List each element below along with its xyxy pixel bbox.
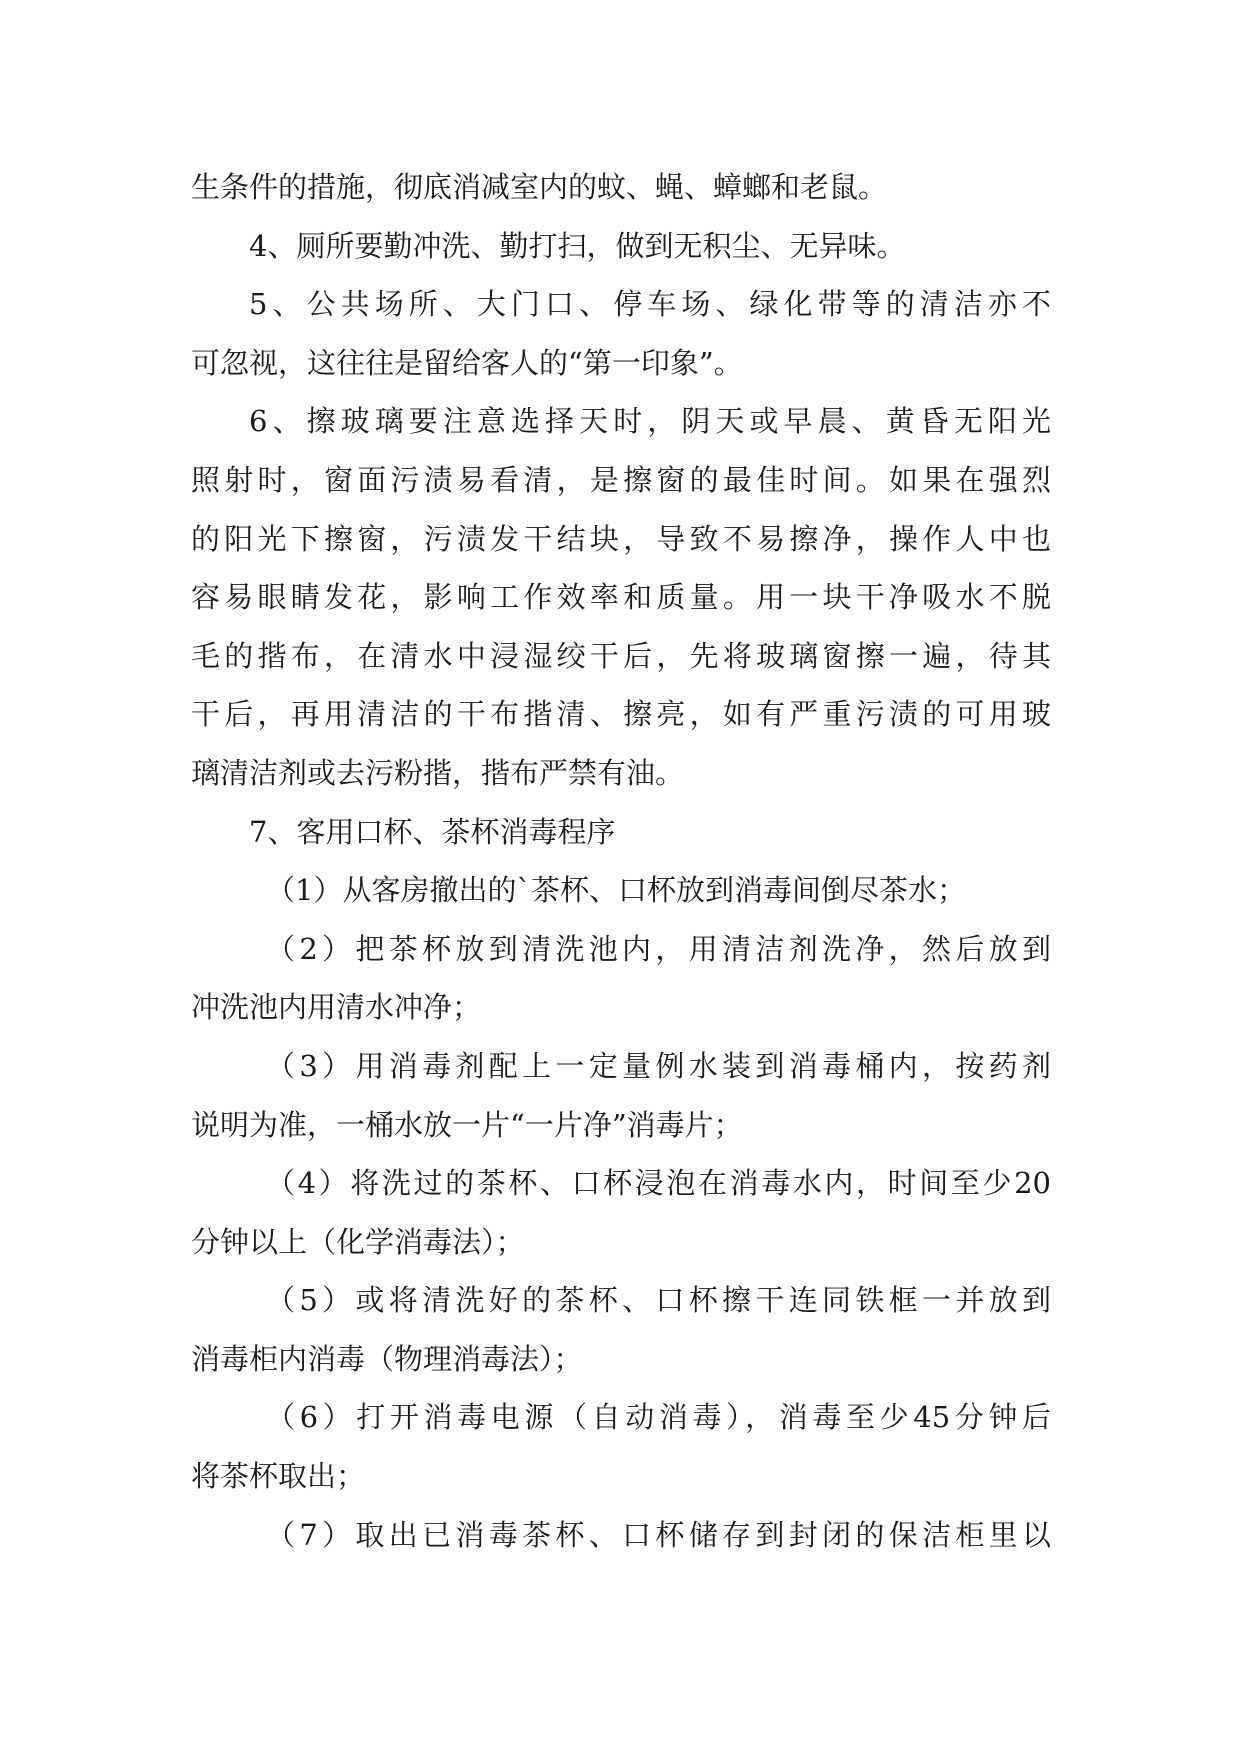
document-body [191, 158, 1051, 1564]
text-line: 照射时，窗面污渍易看清，是擦窗的最佳时间。如果在强烈 [191, 462, 1051, 497]
text-line: 璃清洁剂或去污粉揩，揩布严禁有油。 [191, 755, 685, 790]
text-line: 可忽视，这往往是留给客人的“第一印象”。 [191, 345, 743, 380]
text-line: （4）将洗过的茶杯、口杯浸泡在消毒水内，时间至少20 [266, 1166, 1051, 1201]
text-line: 生条件的措施，彻底消减室内的蚊、蝇、蟑螂和老鼠。 [191, 170, 888, 204]
text-line: （7）取出已消毒茶杯、口杯储存到封闭的保洁柜里以 [266, 1517, 1051, 1552]
text-line: 容易眼睛发花，影响工作效率和质量。用一块干净吸水不脱 [191, 580, 1051, 615]
text-line: 说明为准，一桶水放一片“一片净”消毒片； [191, 1107, 743, 1142]
text-line: （1）从客房撤出的`茶杯、口杯放到消毒间倒尽茶水； [266, 873, 966, 908]
text-line: 冲洗池内用清水冲净； [191, 990, 482, 1025]
text-line: 毛的揩布，在清水中浸湿绞干后，先将玻璃窗擦一遍，待其 [191, 638, 1051, 673]
text-line: 分钟以上（化学消毒法）； [191, 1224, 525, 1259]
text-line: 消毒柜内消毒（物理消毒法）； [191, 1341, 583, 1376]
text-line: （5）或将清洗好的茶杯、口杯擦干连同铁框一并放到 [266, 1283, 1051, 1318]
text-line: 6、擦玻璃要注意选择天时，阴天或早晨、黄昏无阳光 [249, 404, 1051, 439]
text-line: （2）把茶杯放到清洗池内，用清洁剂洗净，然后放到 [266, 931, 1051, 966]
text-line: （6）打开消毒电源（自动消毒），消毒至少45分钟后 [266, 1400, 1051, 1435]
text-line: 7、客用口杯、茶杯消毒程序 [249, 814, 616, 849]
text-line: 的阳光下擦窗，污渍发干结块，导致不易擦净，操作人中也 [191, 521, 1051, 556]
text-line: （3）用消毒剂配上一定量例水装到消毒桶内，按药剂 [266, 1048, 1051, 1083]
text-line: 4、厕所要勤冲洗、勤打扫，做到无积尘、无异味。 [249, 228, 906, 263]
text-line: 将茶杯取出； [191, 1459, 366, 1494]
text-line: 5、公共场所、大门口、停车场、绿化带等的清洁亦不 [249, 287, 1051, 322]
text-line: 干后，再用清洁的干布揩清、擦亮，如有严重污渍的可用玻 [191, 697, 1051, 732]
